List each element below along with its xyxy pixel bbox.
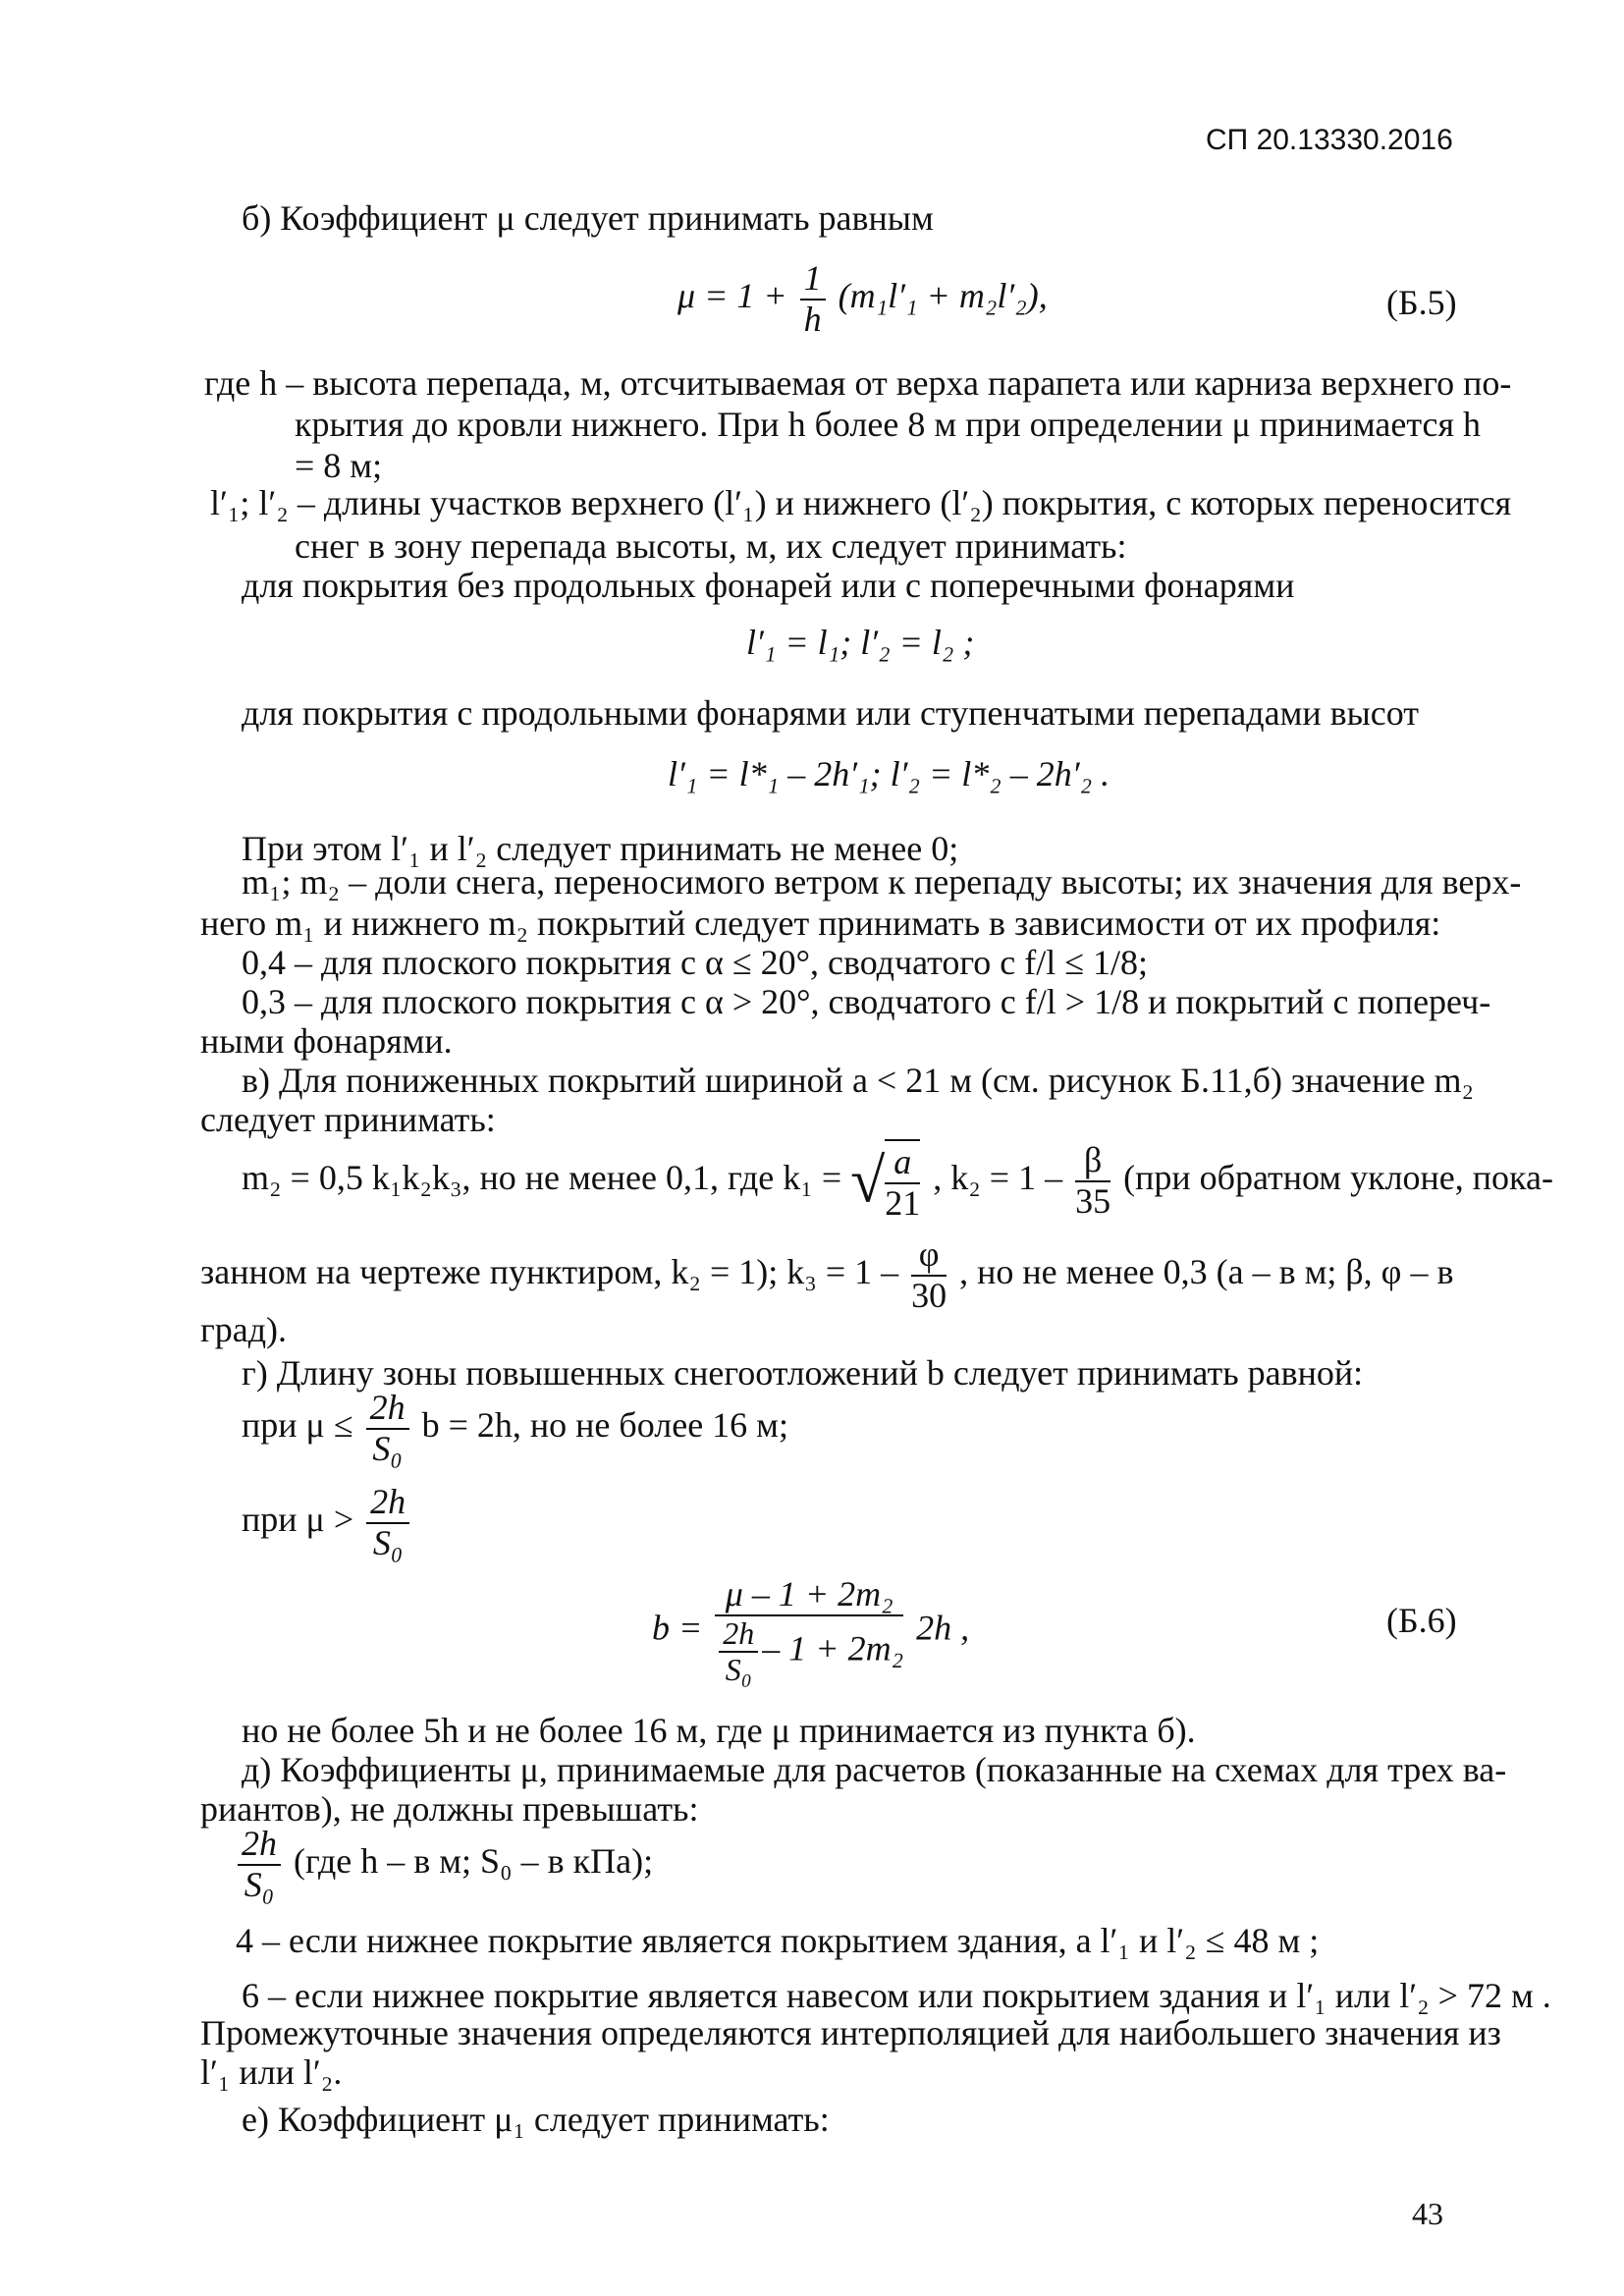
fraction-2h-over-s0: $\frac{2h}{\text{S₀}}$: [366, 1389, 409, 1468]
para-d-line1: д) Коэффициенты μ, принимаемые для расчетов (показанные на схемах для трех ва-: [242, 1750, 1507, 1789]
condition-2: при μ > $\frac{2h}{\text{S₀}}$: [242, 1483, 413, 1562]
where-h-line3: = 8 м;: [295, 446, 383, 485]
sqrt-a-over-21: √ $\frac{a}{21}$: [850, 1139, 924, 1223]
fraction-beta-over-35: $\frac{\beta}{35}$: [1075, 1140, 1111, 1221]
limit-fraction: $\frac{2h}{\text{S₀}}$ (где h – в м; S₀ – в кПа);: [234, 1825, 653, 1904]
formula-b5: μ = 1 + $\frac{1}{h}$ (m₁l′₁ + m₂l′₂),: [677, 258, 1048, 339]
formula-m2: m₂ = 0,5 k₁k₂k₃, но не менее 0,1, где k₁ = √ $\frac{a}{21}$ , k₂ = 1 – $\frac{\beta}{35}$ (при обратном уклоне, пока-: [242, 1140, 1553, 1223]
para-m-line2: него m₁ и нижнего m₂ покрытий следует принимать в зависимости от их профиля:: [200, 903, 1441, 943]
value-03-line1: 0,3 – для плоского покрытия с α > 20°, сводчатого с f/l > 1/8 и покрытий с попереч-: [242, 982, 1491, 1021]
para-m-line1: m₁; m₂ – доли снега, переносимого ветром к перепаду высоты; их значения для верх-: [242, 862, 1522, 902]
para-d-line2: риантов), не должны превышать:: [200, 1789, 699, 1829]
page-number: 43: [1412, 2196, 1443, 2231]
where-l-line2: снег в зону перепада высоты, м, их следует принимать:: [295, 526, 1127, 566]
para-v-line2: следует принимать:: [200, 1100, 496, 1139]
case1-text: для покрытия без продольных фонарей или с поперечными фонарями: [242, 566, 1295, 605]
fraction-2h-over-s0-2: $\frac{2h}{\text{S₀}}$: [366, 1483, 409, 1562]
formula-b6: b = μ – 1 + 2m₂ $\frac{2h}{\text{S₀}}$ – 1 + 2m₂ 2h ,: [652, 1574, 970, 1687]
case2-formula: l′₁ = l*₁ – 2h′₁; l′₂ = l*₂ – 2h′₂ .: [668, 754, 1110, 793]
limit-4: 4 – если нижнее покрытие является покрытием здания, а l′₁ и l′₂ ≤ 48 м ;: [236, 1921, 1320, 1960]
fraction-1-over-h: $\frac{1}{h}$: [800, 259, 826, 339]
value-04: 0,4 – для плоского покрытия с α ≤ 20°, сводчатого с f/l ≤ 1/8;: [242, 943, 1148, 982]
para-v-line1: в) Для пониженных покрытий шириной a < 21 м (см. рисунок Б.11,б) значение m₂: [242, 1061, 1475, 1100]
formula-k3: занном на чертеже пунктиром, k₂ = 1); k₃ = 1 – $\frac{\varphi}{30}$ , но не менее 0,3 (a – в м; β, φ – в: [200, 1234, 1454, 1315]
para-b-intro: б) Коэффициент μ следует принимать равным: [242, 198, 934, 238]
condition-1: при μ ≤ $\frac{2h}{\text{S₀}}$ b = 2h, но не более 16 м;: [242, 1388, 788, 1468]
para-e: е) Коэффициент μ₁ следует принимать:: [242, 2100, 830, 2139]
para-min: При этом l′₁ и l′₂ следует принимать не менее 0;: [242, 829, 959, 868]
value-03-line2: ными фонарями.: [200, 1021, 453, 1061]
formula-label-b6: (Б.6): [1386, 1601, 1457, 1640]
para-limit: но не более 5h и не более 16 м, где μ принимается из пункта б).: [242, 1711, 1196, 1750]
case1-formula: l′₁ = l₁; l′₂ = l₂ ;: [746, 623, 975, 662]
where-l-line1: l′₁; l′₂ – длины участков верхнего (l′₁) и нижнего (l′₂) покрытия, с которых переносится: [210, 483, 1512, 522]
where-h-line1: где h – высота перепада, м, отсчитываемая от верха парапета или карниза верхнего по-: [204, 363, 1512, 403]
formula-k3-cont: град).: [200, 1310, 288, 1349]
para-interp-line1: Промежуточные значения определяются интерполяцией для наибольшего значения из: [200, 2013, 1501, 2052]
case2-text: для покрытия с продольными фонарями или ступенчатыми перепадами высот: [242, 693, 1420, 733]
para-interp-line2: l′₁ или l′₂.: [200, 2052, 343, 2092]
formula-label-b5: (Б.5): [1386, 283, 1457, 322]
where-h-line2: крытия до кровли нижнего. При h более 8 м при определении μ принимается h: [295, 405, 1482, 444]
limit-6: 6 – если нижнее покрытие является навесом или покрытием здания и l′₁ или l′₂ > 72 м .: [242, 1976, 1551, 2015]
document-code: СП 20.13330.2016: [1206, 124, 1453, 156]
fraction-phi-over-30: $\frac{\varphi}{30}$: [911, 1234, 947, 1315]
para-g: г) Длину зоны повышенных снегоотложений b следует принимать равной:: [242, 1353, 1364, 1393]
fraction-b6: μ – 1 + 2m₂ $\frac{2h}{\text{S₀}}$ – 1 + 2m₂: [715, 1575, 903, 1687]
fraction-2h-over-s0-3: $\frac{2h}{\text{S₀}}$: [238, 1825, 281, 1904]
